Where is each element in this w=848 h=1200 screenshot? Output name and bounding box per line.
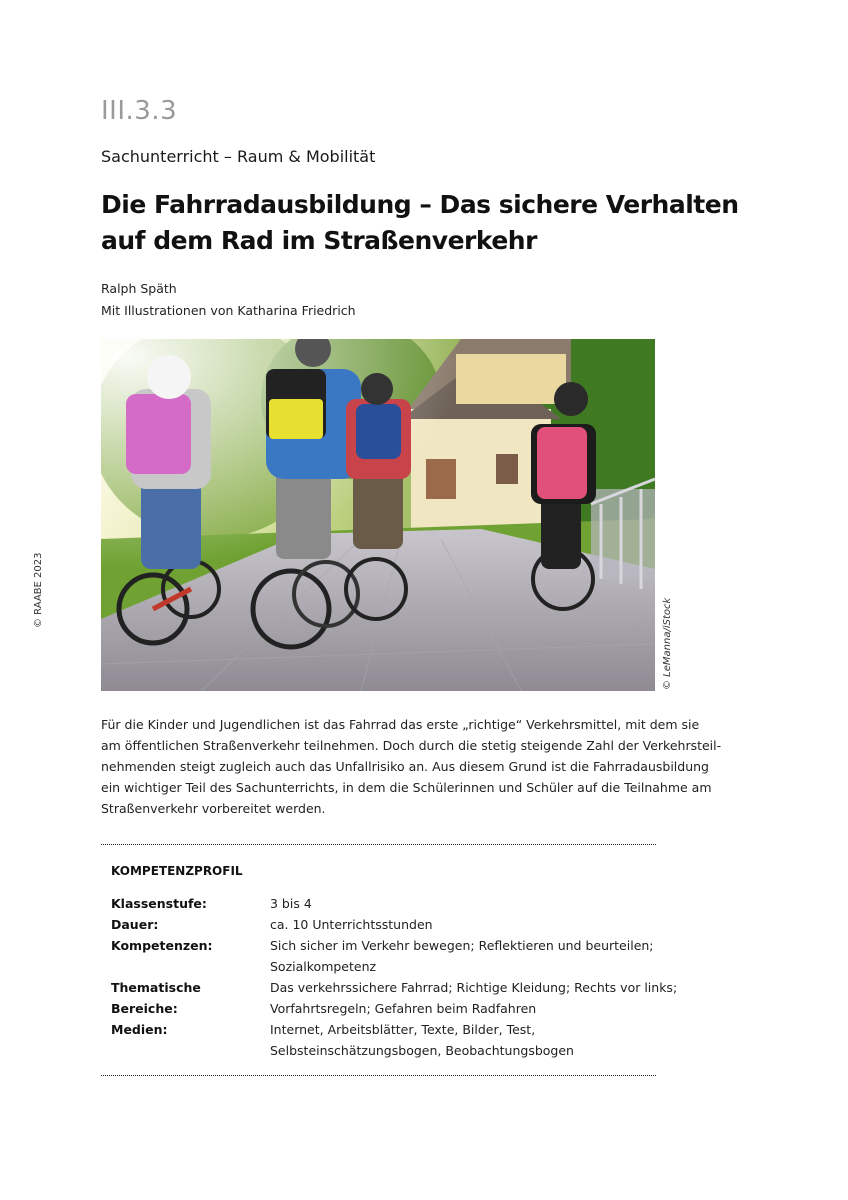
competence-profile-table <box>111 893 678 1061</box>
profile-label: Thematische Bereiche: <box>111 980 201 1016</box>
profile-value <box>270 914 651 935</box>
copyright-note: © RAABE 2023 <box>33 552 44 628</box>
profile-row <box>111 935 654 977</box>
intro-line: Straßenverkehr vorbereitet werden. <box>101 801 326 816</box>
profile-row <box>111 914 651 935</box>
intro-line: ein wichtiger Teil des Sachunterrichts, in dem die Schülerinnen und Schüler auf die Teilnahme am <box>101 780 712 795</box>
photo-credit: © LeManna/iStock <box>662 597 673 690</box>
title-line: auf dem Rad im Straßenverkehr <box>101 226 537 255</box>
illustrator-credit: Mit Illustrationen von Katharina Friedrich <box>101 303 356 318</box>
profile-value-line: Sozialkompetenz <box>270 959 377 974</box>
profile-label: Medien: <box>111 1022 168 1037</box>
cycling-children-illustration <box>101 339 655 691</box>
profile-label: Dauer: <box>111 917 159 932</box>
profile-value-line: Vorfahrtsregeln; Gefahren beim Radfahren <box>270 1001 537 1016</box>
title-line: Die Fahrradausbildung – Das sichere Verhalten <box>101 190 739 219</box>
profile-value-line: ca. 10 Unterrichtsstunden <box>270 917 433 932</box>
profile-value <box>270 893 651 914</box>
intro-line: am öffentlichen Straßenverkehr teilnehmen. Doch durch die stetig steigende Zahl der Verkehrsteil- <box>101 738 722 753</box>
page-title <box>101 187 739 259</box>
section-number: III.3.3 <box>101 96 178 126</box>
profile-value <box>270 935 654 977</box>
cover-photo-children-cycling <box>101 339 655 691</box>
intro-line: nehmenden steigt zugleich auch das Unfallrisiko an. Aus diesem Grund ist die Fahrradausbildung <box>101 759 709 774</box>
divider-top <box>101 844 656 845</box>
profile-label: Klassenstufe: <box>111 896 207 911</box>
profile-value <box>270 977 677 1019</box>
author: Ralph Späth <box>101 281 177 296</box>
divider-bottom <box>101 1075 656 1076</box>
profile-value-line: Internet, Arbeitsblätter, Texte, Bilder, Test, <box>270 1022 536 1037</box>
subject-line: Sachunterricht – Raum & Mobilität <box>101 147 376 166</box>
profile-label: Kompetenzen: <box>111 938 213 953</box>
profile-value-line: 3 bis 4 <box>270 896 312 911</box>
profile-row <box>111 893 651 914</box>
profile-value-line: Das verkehrssichere Fahrrad; Richtige Kleidung; Rechts vor links; <box>270 980 678 995</box>
profile-value <box>270 1019 651 1061</box>
profile-row <box>111 977 678 1019</box>
intro-paragraph <box>101 714 722 819</box>
profile-row <box>111 1019 651 1061</box>
competence-profile-heading: KOMPETENZPROFIL <box>111 864 243 878</box>
profile-value-line: Sich sicher im Verkehr bewegen; Reflektieren und beurteilen; <box>270 938 654 953</box>
intro-line: Für die Kinder und Jugendlichen ist das Fahrrad das erste „richtige“ Verkehrsmittel, mit dem sie <box>101 717 700 732</box>
profile-value-line: Selbsteinschätzungsbogen, Beobachtungsbogen <box>270 1043 574 1058</box>
